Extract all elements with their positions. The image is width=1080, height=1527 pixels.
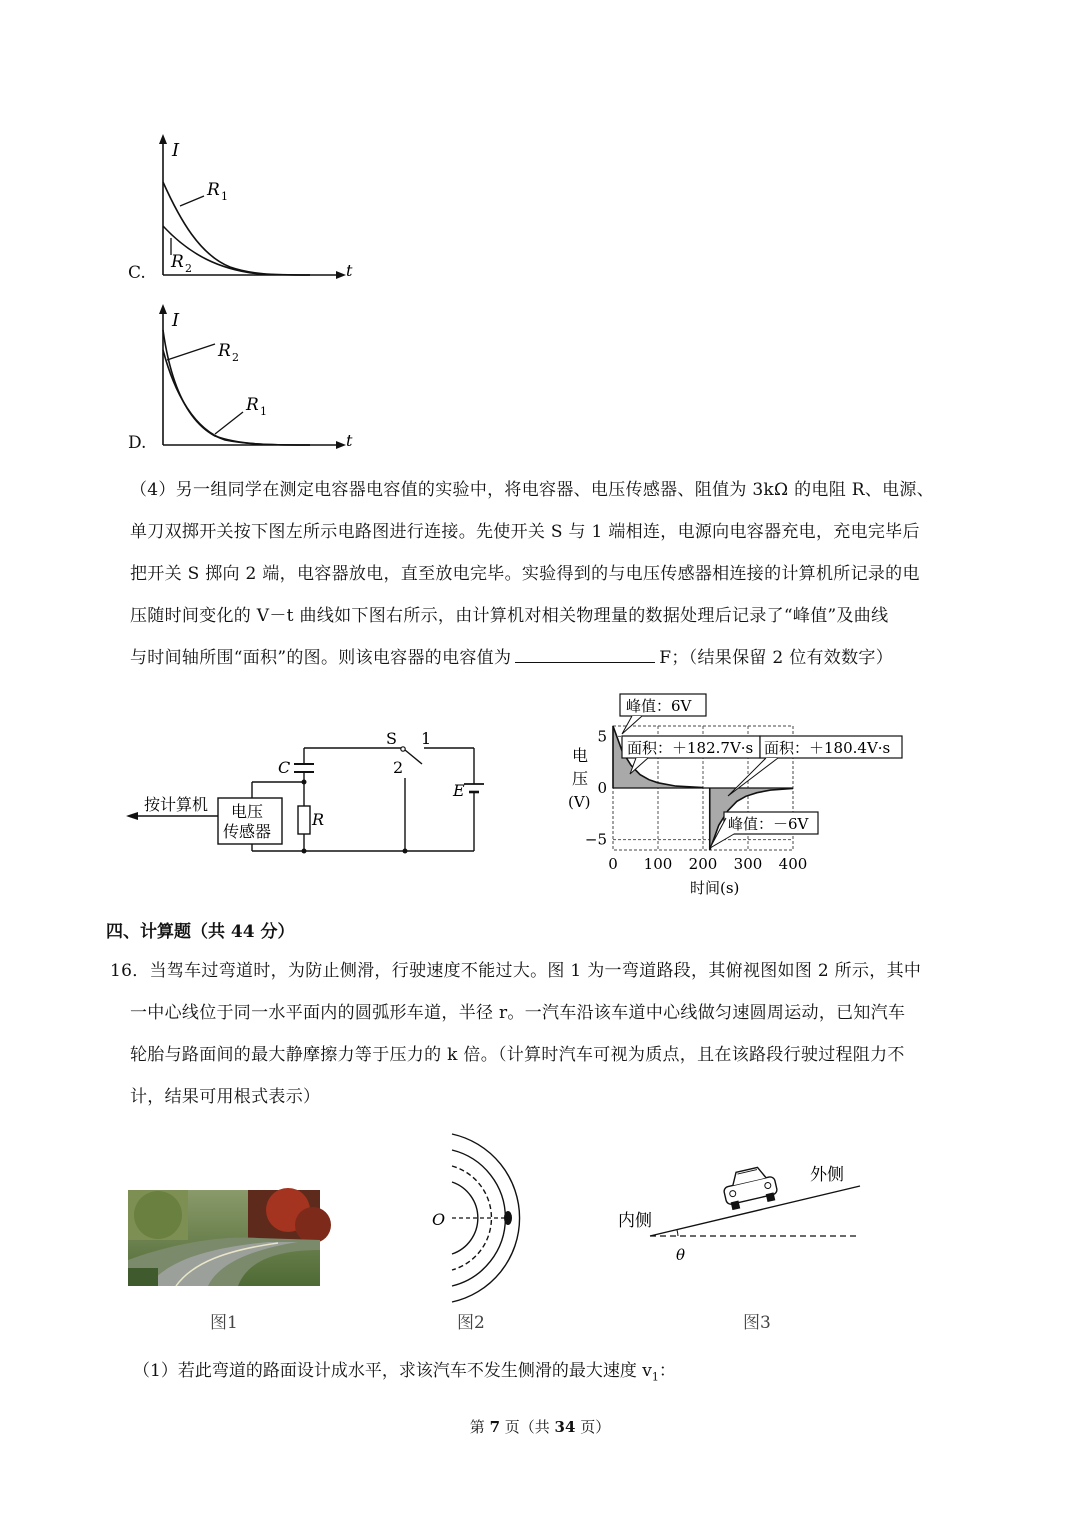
question-4-line-last [130,637,980,679]
peak-positive-label: 峰值：6V [626,697,692,715]
question-16 [110,950,990,1118]
resistor-r [298,806,310,834]
option-c-xlabel: t [346,261,353,280]
footer-total-pages: 34 [554,1418,576,1436]
option-d-graph [140,300,370,460]
circuit-diagram [120,720,500,870]
question-4-text-end: F；（结果保留 2 位有效数字） [659,648,893,668]
footer-mid: 页（共 [500,1418,555,1436]
peak-negative-label: 峰值：－6V [728,815,809,833]
question-4 [130,469,980,679]
terminal-1-label: 1 [421,729,432,748]
option-c-curve2-label: R [171,252,184,272]
option-d-letter: D. [128,433,147,453]
x-tick-label: 300 [733,855,763,873]
footer-page-number: 7 [489,1418,500,1436]
x-tick-label: 0 [608,855,618,873]
inner-side-label: 内侧 [618,1211,652,1231]
sensor-label-1: 电压 [231,802,264,821]
circuit-computer-label: 按计算机 [144,795,209,814]
option-c-curve1-sub: 1 [221,190,228,203]
terminal-2-label: 2 [393,758,404,777]
car-icon [720,1164,779,1211]
question-4-line: 把开关 S 掷向 2 端，电容器放电，直至放电完毕。实验得到的与电压传感器相连接的计算机所记录的电 [130,564,920,584]
option-c-curve2-sub: 2 [185,262,192,275]
figure-1-caption: 图1 [210,1313,238,1333]
x-tick-label: 200 [688,855,718,873]
annotation-peak-positive [620,694,706,734]
answer-blank[interactable] [515,642,655,663]
switch-label: S [386,729,397,748]
center-label: O [432,1210,446,1229]
voltage-time-chart [560,688,891,900]
banked-road-diagram [610,1150,870,1270]
y-axis-label-char: (V) [568,793,591,811]
question-4-line: （4）另一组同学在测定电容器电容值的实验中，将电容器、电压传感器、阻值为 3kΩ 的电阻 R、电源、 [130,480,935,500]
question-16-part-1-end: ： [658,1361,676,1381]
car-dot [504,1211,512,1225]
question-16-part-1 [133,1356,676,1383]
option-d-curve2-sub: 1 [260,405,267,418]
source-label: E [453,781,465,800]
option-c-curve1-label: R [207,180,220,200]
option-c-graph [140,130,370,290]
footer-post: 页） [575,1418,611,1436]
outer-side-label: 外侧 [810,1165,844,1185]
figure-3-caption: 图3 [743,1313,771,1333]
y-tick-label: −5 [584,830,607,849]
section-title: 四、计算题（共 44 分） [106,922,295,942]
curve-top-view [420,1130,550,1306]
question-4-line: 单刀双掷开关按下图左所示电路图进行连接。先使开关 S 与 1 端相连，电源向电容器充电，充电完毕后 [130,522,920,542]
question-16-part-1-text: （1）若此弯道的路面设计成水平，求该汽车不发生侧滑的最大速度 v [133,1361,652,1381]
question-4-text: 与时间轴所围“面积”的图。则该电容器的电容值为 [130,648,512,668]
sensor-label-2: 传感器 [223,822,272,841]
footer-pre: 第 [469,1418,490,1436]
option-d-xlabel: t [346,431,353,450]
y-tick-label: 5 [597,727,607,746]
option-d-curve1-sub: 2 [232,351,239,364]
x-axis-label: 时间(s) [690,879,740,897]
resistor-label: R [312,810,325,829]
question-16-line: 轮胎与路面间的最大静摩擦力等于压力的 k 倍。（计算时汽车可视为质点，且在该路段行驶过程阻力不 [130,1045,905,1065]
question-16-line: 16．当驾车过弯道时，为防止侧滑，行驶速度不能过大。图 1 为一弯道路段，其俯视图如图 2 所示，其中 [110,961,922,981]
x-tick-label: 100 [643,855,673,873]
capacitor-label: C [278,758,291,777]
question-16-part-1-sub: 1 [651,1370,659,1384]
y-tick-label: 0 [597,779,607,797]
question-4-line: 压随时间变化的 V－t 曲线如下图右所示，由计算机对相关物理量的数据处理后记录了“峰值”及曲线 [130,606,889,626]
x-tick-label: 400 [778,855,808,873]
annotation-area-positive [622,736,760,774]
angle-label: θ [676,1246,686,1264]
question-16-line: 计，结果可用根式表示） [130,1087,321,1107]
page-footer [0,1416,1080,1437]
question-16-line: 一中心线位于同一水平面内的圆弧形车道，半径 r。一汽车沿该车道中心线做匀速圆周运动，已知汽车 [130,1003,906,1023]
option-d-curve2-label: R [246,395,259,415]
option-d-ylabel: I [172,310,180,331]
area-negative-label: 面积：＋180.4V·s [764,739,891,757]
annotation-peak-negative [710,812,818,848]
option-c-ylabel: I [172,140,180,161]
figure-2-caption: 图2 [457,1313,485,1333]
area-positive-label: 面积：＋182.7V·s [627,739,754,757]
road-photo [128,1190,320,1286]
option-d-curve1-label: R [218,341,231,361]
y-axis-label-char: 电 [572,746,589,765]
y-axis-label-char: 压 [572,769,589,788]
option-c-letter: C. [128,263,146,283]
